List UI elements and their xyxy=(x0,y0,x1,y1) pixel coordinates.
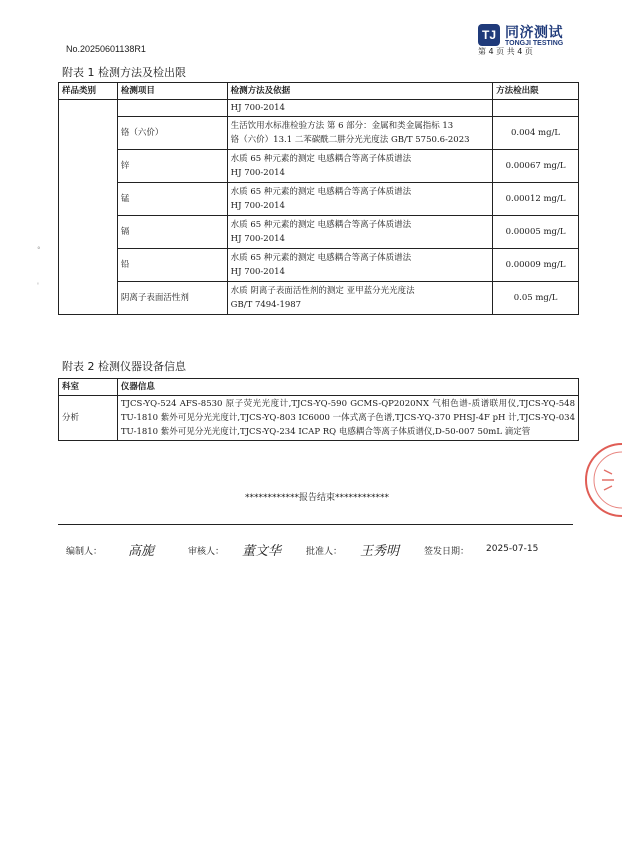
methods-table xyxy=(58,82,579,315)
method-line: HJ 700-2014 xyxy=(230,103,285,113)
method-line: 水质 65 种元素的测定 电感耦合等离子体质谱法 xyxy=(230,220,412,230)
method-line: 生活饮用水标准检验方法 第 6 部分：金属和类金属指标 13 xyxy=(230,121,454,131)
header-sample-type: 样品类别 xyxy=(59,83,118,100)
issue-date-value: 2025-07-15 xyxy=(486,544,539,554)
item-cell xyxy=(117,100,227,117)
limit-cell: 0.004 mg/L xyxy=(493,117,579,150)
method-cell xyxy=(227,150,492,183)
limit-cell: 0.00009 mg/L xyxy=(493,249,579,282)
compiler-label: 编制人： xyxy=(66,547,103,557)
table-row xyxy=(59,249,579,282)
limit-cell xyxy=(493,100,579,117)
item-cell: 铅 xyxy=(117,249,227,282)
scan-dot: ' xyxy=(37,282,39,290)
method-line: 水质 65 种元素的测定 电感耦合等离子体质谱法 xyxy=(230,253,412,263)
reviewer-signature: 董文华 xyxy=(242,544,282,559)
method-line: HJ 700-2014 xyxy=(230,168,285,178)
signature-row xyxy=(66,540,586,564)
instruments-cell: TJCS-YQ-524 AFS-8530 原子荧光光度计,TJCS-YQ-590 GCMS-QP2020NX 气相色谱-质谱联用仪,TJCS-YQ-548 TU-1810 紫外可见分光光度计,TJCS-YQ-803 IC6000 一体式离子色谱,TJCS-YQ-370 PHSJ-4F pH 计,TJCS-YQ-034 TU-1810 紫外可见分光光度计,TJCS-YQ-234 ICAP RQ 电感耦合等离子体质谱仪,D-50-007 50mL 滴定管 xyxy=(117,396,578,441)
page-number: 第 4 页 共 4 页 xyxy=(478,47,533,56)
item-cell: 锌 xyxy=(117,150,227,183)
limit-cell: 0.00005 mg/L xyxy=(493,216,579,249)
header-dept: 科室 xyxy=(59,379,118,396)
method-line: GB/T 7494-1987 xyxy=(230,300,302,310)
header-limit: 方法检出限 xyxy=(493,83,579,100)
logo-english-name: TONGJI TESTING xyxy=(505,40,564,47)
table-header-row xyxy=(59,379,579,396)
header-method: 检测方法及依据 xyxy=(227,83,492,100)
method-cell xyxy=(227,183,492,216)
item-cell: 铬（六价） xyxy=(117,117,227,150)
table-row xyxy=(59,150,579,183)
method-line: 水质 65 种元素的测定 电感耦合等离子体质谱法 xyxy=(230,187,412,197)
scan-dot: ° xyxy=(37,246,41,254)
method-cell xyxy=(227,117,492,150)
method-cell xyxy=(227,216,492,249)
table-row xyxy=(59,282,579,315)
method-line: HJ 700-2014 xyxy=(230,267,285,277)
sample-type-cell xyxy=(59,100,118,315)
limit-cell: 0.00012 mg/L xyxy=(493,183,579,216)
table-row xyxy=(59,100,579,117)
approver-label: 批准人： xyxy=(306,547,343,557)
issue-date-label: 签发日期： xyxy=(424,547,470,557)
method-line: 水质 阴离子表面活性剂的测定 亚甲蓝分光光度法 xyxy=(230,286,415,296)
compiler-signature: 高旎 xyxy=(128,544,155,559)
header-test-item: 检测项目 xyxy=(117,83,227,100)
limit-cell: 0.00067 mg/L xyxy=(493,150,579,183)
dept-cell: 分析 xyxy=(59,396,118,441)
method-line: HJ 700-2014 xyxy=(230,234,285,244)
item-cell: 镉 xyxy=(117,216,227,249)
table-row xyxy=(59,396,579,441)
table-header-row xyxy=(59,83,579,100)
method-line: 铬（六价）13.1 二苯碳酰二肼分光光度法 GB/T 5750.6-2023 xyxy=(230,135,470,145)
table2-title: 附表 2 检测仪器设备信息 xyxy=(62,360,186,373)
instruments-table xyxy=(58,378,579,441)
reviewer-label: 审核人： xyxy=(188,547,225,557)
header-instruments: 仪器信息 xyxy=(117,379,578,396)
approver-signature: 王秀明 xyxy=(360,544,400,559)
report-end-text: ************报告结束************ xyxy=(244,493,389,503)
report-number: No.20250601138R1 xyxy=(66,44,146,54)
table-row xyxy=(59,117,579,150)
method-line: 水质 65 种元素的测定 电感耦合等离子体质谱法 xyxy=(230,154,412,164)
logo-mark-icon: TJ xyxy=(478,24,500,46)
method-line: HJ 700-2014 xyxy=(230,201,285,211)
table-row xyxy=(59,216,579,249)
limit-cell: 0.05 mg/L xyxy=(493,282,579,315)
method-cell xyxy=(227,249,492,282)
seal-stamp-icon xyxy=(584,440,624,520)
method-cell xyxy=(227,282,492,315)
method-cell xyxy=(227,100,492,117)
logo-chinese-name: 同济测试 xyxy=(505,25,563,41)
signature-divider xyxy=(58,524,573,525)
table-row xyxy=(59,183,579,216)
item-cell: 阴离子表面活性剂 xyxy=(117,282,227,315)
item-cell: 锰 xyxy=(117,183,227,216)
table1-title: 附表 1 检测方法及检出限 xyxy=(62,66,186,79)
